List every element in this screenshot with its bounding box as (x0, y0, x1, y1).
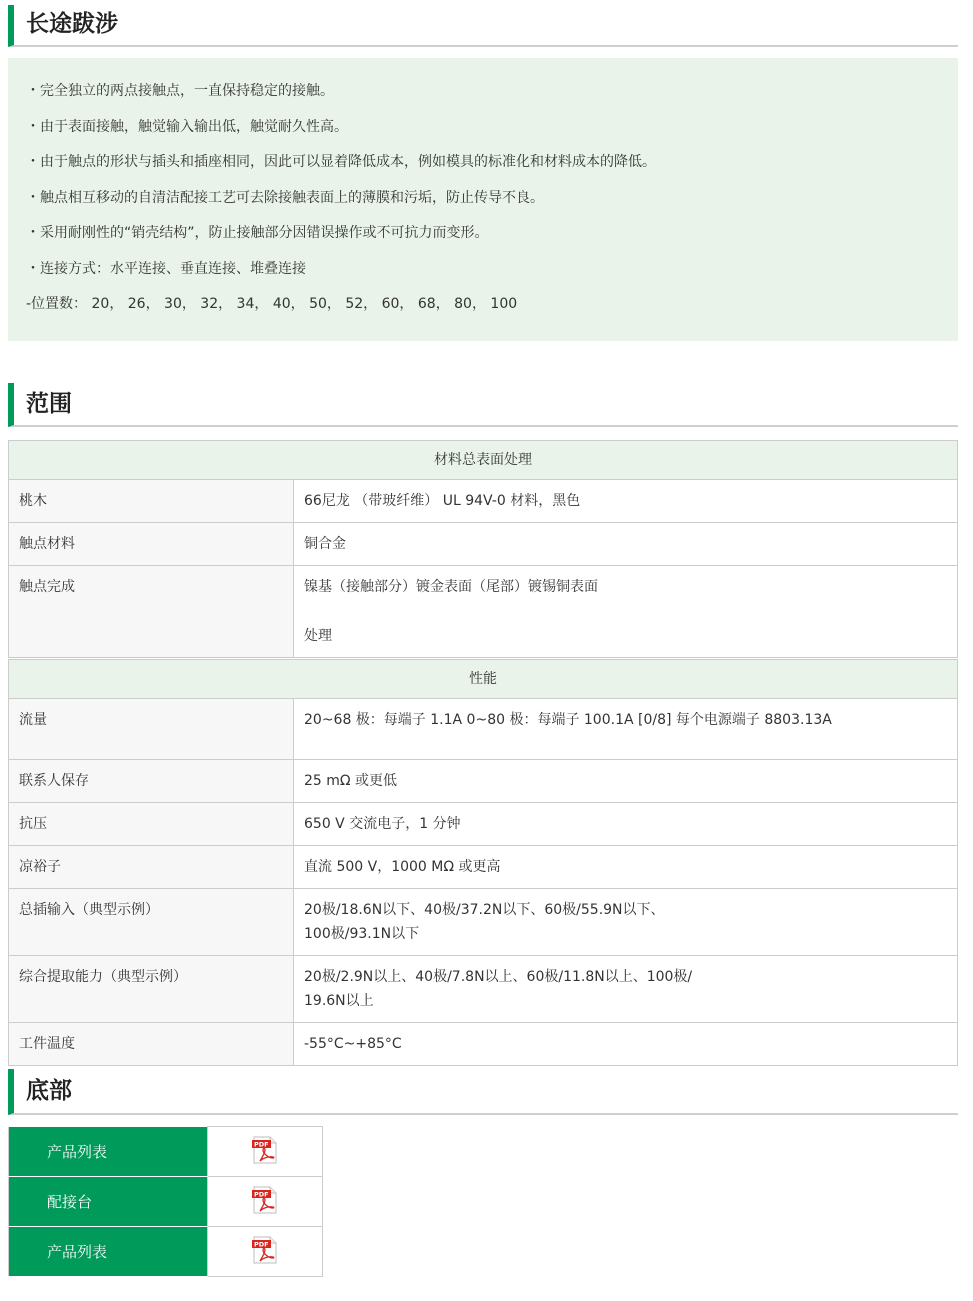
performance-table (8, 659, 958, 1066)
features-panel (8, 58, 958, 341)
positions-line: -位置数： 20， 26， 30， 32， 34， 40， 50， 52， 60， 68， 80， 100 (26, 296, 518, 312)
table-row (9, 566, 958, 658)
table-row (9, 699, 958, 760)
download-cell (208, 1127, 323, 1177)
row-value (294, 566, 958, 658)
table-row (9, 889, 958, 956)
svg-text:PDF: PDF (254, 1190, 269, 1198)
row-value: 铜合金 (294, 523, 958, 566)
row-value (294, 889, 958, 956)
row-label: 触点完成 (9, 566, 294, 658)
table-row (9, 803, 958, 846)
row-value-line: 镍基（接触部分）镀金表面（尾部）镀锡铜表面 (304, 579, 598, 595)
row-label: 总插输入（典型示例） (9, 889, 294, 956)
svg-text:PDF: PDF (254, 1240, 269, 1248)
feature-line: ・连接方式：水平连接、垂直连接、堆叠连接 (26, 260, 306, 277)
feature-line: ・由于表面接触，触觉输入输出低，触觉耐久性高。 (26, 118, 348, 135)
row-value: 66尼龙 （带玻纤维） UL 94V-0 材料，黑色 (294, 480, 958, 523)
feature-line: ・采用耐刚性的“销壳结构”，防止接触部分因错误操作或不可抗力而变形。 (26, 225, 489, 241)
row-label: 桃木 (9, 480, 294, 523)
table-row (9, 480, 958, 523)
download-cell (208, 1177, 323, 1227)
row-label: 流量 (9, 699, 294, 760)
feature-line: ・完全独立的两点接触点，一直保持稳定的接触。 (26, 83, 334, 99)
download-row (9, 1127, 323, 1177)
pdf-icon[interactable] (252, 1136, 278, 1168)
downloads-table (8, 1126, 323, 1277)
row-label: 联系人保存 (9, 760, 294, 803)
row-value-line: 20极/2.9N以上、40极/7.8N以上、60极/11.8N以上、100极/ (304, 969, 693, 985)
row-value: -55°C~+85°C (294, 1023, 958, 1066)
download-row (9, 1227, 323, 1277)
table-row (9, 956, 958, 1023)
row-value-line: 20极/18.6N以下、40极/37.2N以下、60极/55.9N以下、 (304, 902, 665, 918)
row-value (294, 956, 958, 1023)
row-value-line: 处理 (304, 628, 332, 644)
svg-text:PDF: PDF (254, 1140, 269, 1148)
row-value: 直流 500 V，1000 MΩ 或更高 (294, 846, 958, 889)
materials-table (8, 440, 958, 658)
feature-line: ・触点相互移动的自清洁配接工艺可去除接触表面上的薄膜和污垢，防止传导不良。 (26, 189, 544, 206)
row-label: 触点材料 (9, 523, 294, 566)
bottom-heading: 底部 (8, 1069, 958, 1115)
row-label: 工件温度 (9, 1023, 294, 1066)
range-heading: 范围 (8, 383, 958, 427)
download-label: 产品列表 (9, 1227, 208, 1277)
row-value-line: 19.6N以上 (304, 993, 374, 1009)
row-value: 650 V 交流电子，1 分钟 (294, 803, 958, 846)
materials-table-header: 材料总表面处理 (9, 441, 958, 480)
row-label: 凉裕子 (9, 846, 294, 889)
row-value: 25 mΩ 或更低 (294, 760, 958, 803)
download-cell (208, 1227, 323, 1277)
feature-line: ・由于触点的形状与插头和插座相同，因此可以显着降低成本，例如模具的标准化和材料成本的降低。 (26, 154, 656, 170)
row-label: 抗压 (9, 803, 294, 846)
features-heading: 长途跋涉 (8, 5, 958, 47)
table-row (9, 1023, 958, 1066)
download-label: 产品列表 (9, 1127, 208, 1177)
download-row (9, 1177, 323, 1227)
pdf-icon[interactable] (252, 1236, 278, 1268)
row-value: 20~68 极：每端子 1.1A 0~80 极：每端子 100.1A [0/8] 每个电源端子 8803.13A (294, 699, 958, 760)
table-row (9, 523, 958, 566)
pdf-icon[interactable] (252, 1186, 278, 1218)
table-row (9, 846, 958, 889)
row-label: 综合提取能力（典型示例） (9, 956, 294, 1023)
row-value-line: 100极/93.1N以下 (304, 926, 420, 942)
download-label: 配接台 (9, 1177, 208, 1227)
table-row (9, 760, 958, 803)
performance-table-header: 性能 (9, 660, 958, 699)
